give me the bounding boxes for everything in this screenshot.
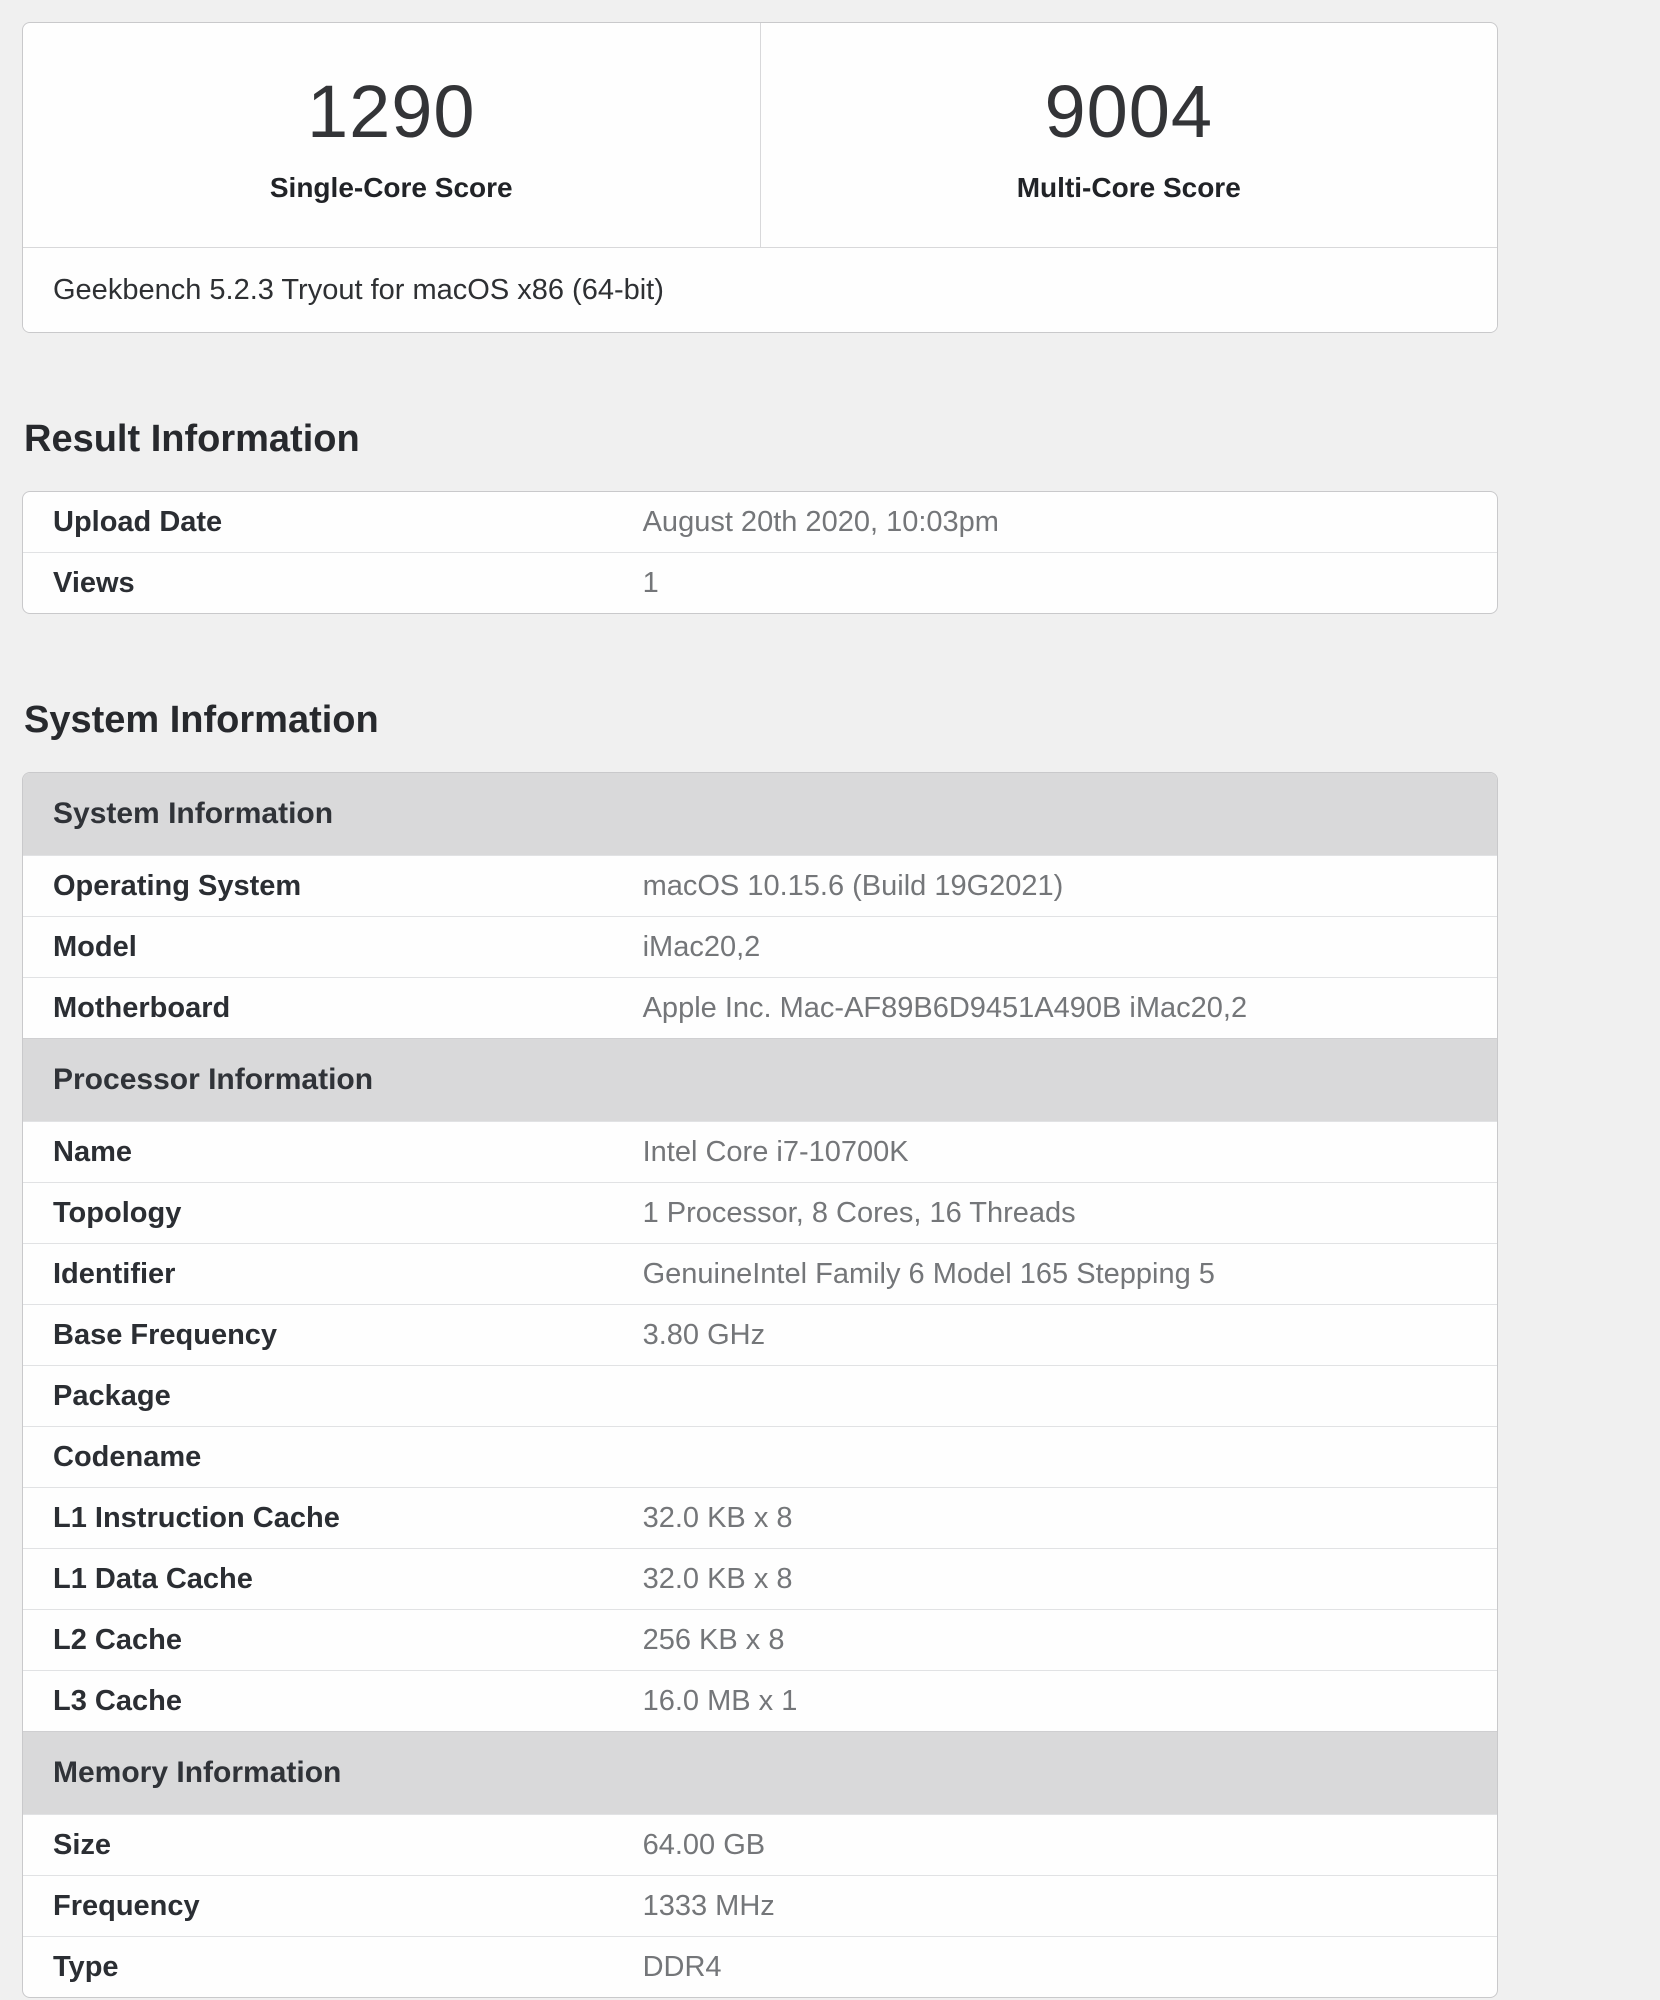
row-value: iMac20,2 xyxy=(613,917,1497,978)
row-label: L1 Instruction Cache xyxy=(23,1488,613,1549)
row-value: 256 KB x 8 xyxy=(613,1610,1497,1671)
table-group-header: System Information xyxy=(23,773,1497,856)
row-label: L2 Cache xyxy=(23,1610,613,1671)
single-core-score-cell xyxy=(23,23,761,247)
row-label: Codename xyxy=(23,1427,613,1488)
multi-core-score-label: Multi-Core Score xyxy=(1016,172,1241,203)
table-row xyxy=(23,917,1497,978)
info-table xyxy=(23,492,1497,613)
row-label: Package xyxy=(23,1366,613,1427)
table-row xyxy=(23,492,1497,553)
table-group-header-row xyxy=(23,1732,1497,1815)
row-value: 64.00 GB xyxy=(613,1815,1497,1876)
row-label: Upload Date xyxy=(53,505,223,538)
row-value: 3.80 GHz xyxy=(613,1305,1497,1366)
table-group-header-row xyxy=(23,773,1497,856)
row-label: Size xyxy=(23,1815,613,1876)
table-group-header: Processor Information xyxy=(23,1039,1497,1122)
benchmark-version-text: Geekbench 5.2.3 Tryout for macOS x86 (64-bit) xyxy=(53,273,664,306)
row-value: 1333 MHz xyxy=(613,1876,1497,1937)
table-row xyxy=(23,1427,1497,1488)
multi-core-score-cell xyxy=(761,23,1498,247)
table-row xyxy=(23,1815,1497,1876)
section-heading: Result Information xyxy=(24,418,360,460)
row-value: 32.0 KB x 8 xyxy=(613,1549,1497,1610)
row-value: Apple Inc. Mac-AF89B6D9451A490B iMac20,2 xyxy=(613,978,1497,1039)
table-row xyxy=(23,1305,1497,1366)
row-label: Name xyxy=(23,1122,613,1183)
table-row xyxy=(23,1122,1497,1183)
table-row xyxy=(23,1366,1497,1427)
info-sections xyxy=(22,417,1498,1998)
row-value: 16.0 MB x 1 xyxy=(613,1671,1497,1732)
benchmark-version-row xyxy=(23,247,1497,332)
row-value: GenuineIntel Family 6 Model 165 Stepping 5 xyxy=(613,1244,1497,1305)
table-row xyxy=(23,1671,1497,1732)
table-row xyxy=(23,1244,1497,1305)
row-label: L3 Cache xyxy=(23,1671,613,1732)
table-row xyxy=(23,1549,1497,1610)
row-label: Topology xyxy=(23,1183,613,1244)
multi-core-score-value: 9004 xyxy=(1044,70,1214,153)
table-row xyxy=(23,1937,1497,1998)
table-group-header: Memory Information xyxy=(23,1732,1497,1815)
table-row xyxy=(23,1488,1497,1549)
score-row xyxy=(23,23,1497,247)
single-core-score-label: Single-Core Score xyxy=(269,172,513,203)
row-label: Base Frequency xyxy=(23,1305,613,1366)
row-label: L1 Data Cache xyxy=(23,1549,613,1610)
row-value: DDR4 xyxy=(613,1937,1497,1998)
table-row xyxy=(23,856,1497,917)
table-row xyxy=(23,1183,1497,1244)
row-label: Operating System xyxy=(23,856,613,917)
table-row xyxy=(23,1610,1497,1671)
row-label: Identifier xyxy=(23,1244,613,1305)
info-table-card xyxy=(22,772,1498,1998)
info-table-card xyxy=(22,491,1498,614)
row-value xyxy=(613,1366,1497,1427)
table-group-header-row xyxy=(23,1039,1497,1122)
row-label: Model xyxy=(23,917,613,978)
info-table xyxy=(23,773,1497,1997)
row-label: Views xyxy=(23,553,613,614)
single-core-score-value: 1290 xyxy=(306,70,476,153)
table-row xyxy=(23,978,1497,1039)
score-summary-card xyxy=(22,22,1498,333)
row-label: Frequency xyxy=(23,1876,613,1937)
row-value: August 20th 2020, 10:03pm xyxy=(642,505,999,538)
row-value: 32.0 KB x 8 xyxy=(613,1488,1497,1549)
section-heading: System Information xyxy=(24,699,379,741)
row-value xyxy=(613,1427,1497,1488)
row-value: macOS 10.15.6 (Build 19G2021) xyxy=(613,856,1497,917)
row-label: Motherboard xyxy=(23,978,613,1039)
row-value: 1 xyxy=(613,553,1497,614)
row-value: 1 Processor, 8 Cores, 16 Threads xyxy=(613,1183,1497,1244)
row-label: Type xyxy=(23,1937,613,1998)
row-value: Intel Core i7-10700K xyxy=(613,1122,1497,1183)
table-row xyxy=(23,1876,1497,1937)
table-row xyxy=(23,553,1497,614)
